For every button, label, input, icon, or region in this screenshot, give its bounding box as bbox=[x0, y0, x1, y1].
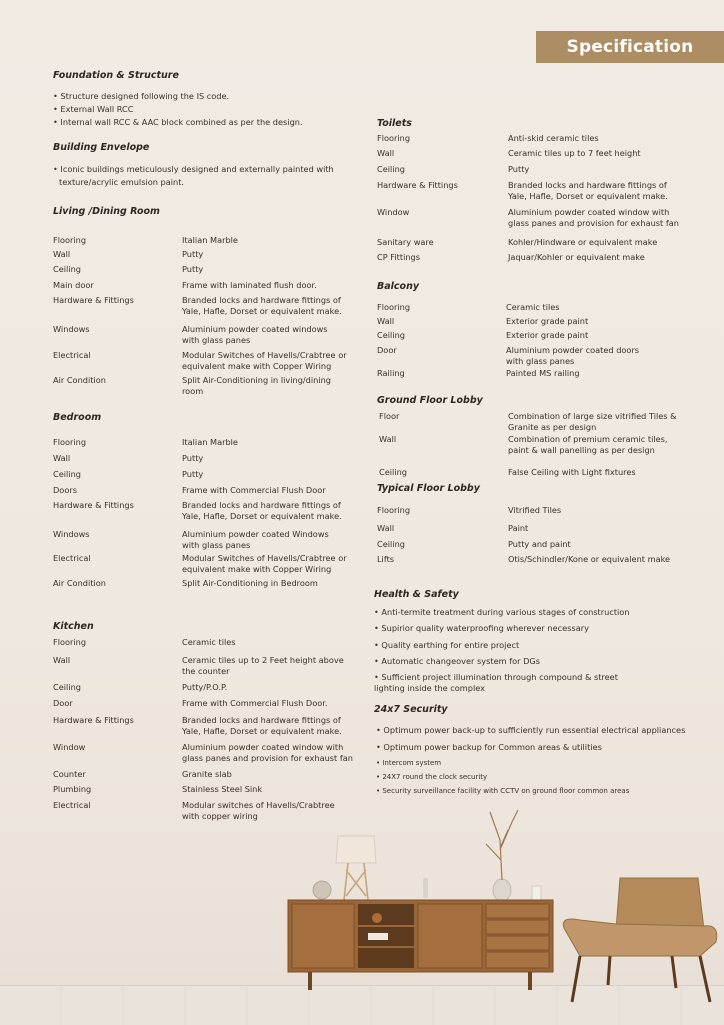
candle-icon bbox=[532, 886, 541, 900]
living-value: Modular Switches of Havells/Crabtree or equivalent make with Copper Wiring bbox=[182, 350, 347, 371]
typical-lobby-key: Lifts bbox=[377, 554, 395, 564]
kitchen-value: Stainless Steel Sink bbox=[182, 784, 263, 794]
balcony-value: Exterior grade paint bbox=[506, 316, 589, 326]
living-value: Putty bbox=[182, 249, 204, 259]
bedroom-title: Bedroom bbox=[53, 412, 102, 423]
living-key: Ceiling bbox=[53, 264, 81, 274]
vase-branches-icon bbox=[486, 810, 518, 901]
bedroom-value: Modular Switches of Havells/Crabtree or equivalent make with Copper Wiring bbox=[182, 553, 347, 574]
typical-lobby-title: Typical Floor Lobby bbox=[377, 483, 480, 494]
envelope-title: Building Envelope bbox=[53, 142, 150, 153]
kitchen-value: Branded locks and hardware fittings of Yale, Hafle, Dorset or equivalent make. bbox=[182, 715, 342, 736]
decor-ball-icon bbox=[313, 881, 331, 899]
ground-lobby-value: False Ceiling with Light fixtures bbox=[508, 467, 636, 477]
living-value: Branded locks and hardware fittings of Yale, Hafle, Dorset or equivalent make. bbox=[182, 295, 342, 316]
security-small-bullet: • Security surveillance facility with CCTV on ground floor common areas bbox=[376, 787, 630, 795]
envelope-bullet-cont: texture/acrylic emulsion paint. bbox=[59, 177, 185, 187]
toilets-value: Putty bbox=[508, 164, 530, 174]
foundation-bullet: • Structure designed following the IS code. bbox=[53, 91, 230, 101]
furniture-illustration bbox=[280, 800, 724, 1015]
health-bullet: • Supirior quality waterproofing wherever necessary bbox=[374, 623, 589, 633]
sideboard-icon bbox=[288, 900, 553, 990]
security-title: 24x7 Security bbox=[374, 704, 448, 715]
kitchen-value: Modular switches of Havells/Crabtree with copper wiring bbox=[182, 800, 335, 821]
living-value: Aluminium powder coated windows with glass panes bbox=[182, 324, 328, 345]
balcony-title: Balcony bbox=[377, 281, 420, 292]
typical-lobby-value: Vitrified Tiles bbox=[508, 505, 562, 515]
bedroom-value: Frame with Commercial Flush Door bbox=[182, 485, 326, 495]
kitchen-value: Granite slab bbox=[182, 769, 232, 779]
ground-lobby-value: Combination of premium ceramic tiles, paint & wall panelling as per design bbox=[508, 434, 668, 455]
bedroom-value: Putty bbox=[182, 453, 204, 463]
bedroom-value: Branded locks and hardware fittings of Yale, Hafle, Dorset or equivalent make. bbox=[182, 500, 342, 521]
kitchen-key: Flooring bbox=[53, 637, 87, 647]
bedroom-key: Electrical bbox=[53, 553, 91, 563]
health-bullet: • Anti-termite treatment during various stages of construction bbox=[374, 607, 630, 617]
balcony-value: Aluminium powder coated doors with glass panes bbox=[506, 345, 640, 366]
bedroom-key: Doors bbox=[53, 485, 77, 495]
kitchen-key: Hardware & Fittings bbox=[53, 715, 134, 725]
health-bullet: • Automatic changeover system for DGs bbox=[374, 656, 540, 666]
bedroom-value: Italian Marble bbox=[182, 437, 238, 447]
living-key: Flooring bbox=[53, 235, 87, 245]
envelope-bullet: • Iconic buildings meticulously designed and externally painted with bbox=[53, 164, 334, 174]
security-small-bullet: • 24X7 round the clock security bbox=[376, 773, 488, 781]
living-key: Hardware & Fittings bbox=[53, 295, 134, 305]
bedroom-value: Split Air-Conditioning in Bedroom bbox=[182, 578, 318, 588]
bedroom-key: Hardware & Fittings bbox=[53, 500, 134, 510]
health-bullet: • Sufficient project illumination through compound & street bbox=[374, 672, 618, 682]
health-bullet: • Quality earthing for entire project bbox=[374, 640, 520, 650]
balcony-value: Exterior grade paint bbox=[506, 330, 589, 340]
toilets-key: Wall bbox=[377, 148, 395, 158]
toilets-value: Jaquar/Kohler or equivalent make bbox=[508, 252, 645, 262]
living-key: Main door bbox=[53, 280, 94, 290]
bedroom-key: Air Condition bbox=[53, 578, 106, 588]
kitchen-value: Ceramic tiles bbox=[182, 637, 236, 647]
typical-lobby-value: Paint bbox=[508, 523, 529, 533]
toilets-value: Aluminium powder coated window with glass panes and provision for exhaust fan bbox=[508, 207, 679, 228]
security-bullet: • Optimum power backup for Common areas & utilities bbox=[376, 742, 602, 752]
toilets-value: Branded locks and hardware fittings of Yale, Hafle, Dorset or equivalent make. bbox=[508, 180, 668, 201]
balcony-key: Door bbox=[377, 345, 397, 355]
toilets-key: CP Fittings bbox=[377, 252, 420, 262]
bedroom-key: Windows bbox=[53, 529, 90, 539]
living-key: Air Condition bbox=[53, 375, 106, 385]
toilets-key: Flooring bbox=[377, 133, 411, 143]
armchair-icon bbox=[563, 878, 716, 1002]
typical-lobby-key: Flooring bbox=[377, 505, 411, 515]
ground-lobby-key: Ceiling bbox=[379, 467, 407, 477]
kitchen-value: Putty/P.O.P. bbox=[182, 682, 228, 692]
ground-lobby-title: Ground Floor Lobby bbox=[377, 395, 483, 406]
balcony-key: Ceiling bbox=[377, 330, 405, 340]
foundation-bullet: • External Wall RCC bbox=[53, 104, 134, 114]
living-title: Living /Dining Room bbox=[53, 206, 160, 217]
typical-lobby-key: Wall bbox=[377, 523, 395, 533]
kitchen-key: Wall bbox=[53, 655, 71, 665]
health-bullet-cont: lighting inside the complex bbox=[374, 683, 485, 693]
living-key: Wall bbox=[53, 249, 71, 259]
toilets-key: Sanitary ware bbox=[377, 237, 434, 247]
toilets-key: Ceiling bbox=[377, 164, 405, 174]
toilets-key: Window bbox=[377, 207, 410, 217]
toilets-value: Kohler/Hindware or equivalent make bbox=[508, 237, 658, 247]
balcony-key: Wall bbox=[377, 316, 395, 326]
balcony-key: Flooring bbox=[377, 302, 411, 312]
health-title: Health & Safety bbox=[374, 589, 459, 600]
foundation-bullet: • Internal wall RCC & AAC block combined as per the design. bbox=[53, 117, 303, 127]
bedroom-key: Flooring bbox=[53, 437, 87, 447]
ground-lobby-key: Floor bbox=[379, 411, 400, 421]
living-value: Putty bbox=[182, 264, 204, 274]
toilets-title: Toilets bbox=[377, 118, 412, 129]
balcony-value: Painted MS railing bbox=[506, 368, 580, 378]
toilets-value: Ceramic tiles up to 7 feet height bbox=[508, 148, 641, 158]
living-value: Split Air-Conditioning in living/dining room bbox=[182, 375, 331, 396]
kitchen-key: Ceiling bbox=[53, 682, 81, 692]
toilets-key: Hardware & Fittings bbox=[377, 180, 458, 190]
ground-lobby-value: Combination of large size vitrified Tiles & Granite as per design bbox=[508, 411, 677, 432]
kitchen-key: Electrical bbox=[53, 800, 91, 810]
typical-lobby-value: Otis/Schindler/Kone or equivalent make bbox=[508, 554, 671, 564]
figurine-icon bbox=[423, 878, 428, 898]
living-value: Italian Marble bbox=[182, 235, 238, 245]
kitchen-value: Frame with Commercial Flush Door. bbox=[182, 698, 328, 708]
living-key: Windows bbox=[53, 324, 90, 334]
living-value: Frame with laminated flush door. bbox=[182, 280, 317, 290]
kitchen-key: Door bbox=[53, 698, 73, 708]
living-key: Electrical bbox=[53, 350, 91, 360]
kitchen-key: Plumbing bbox=[53, 784, 92, 794]
bedroom-key: Ceiling bbox=[53, 469, 81, 479]
specification-badge: Specification bbox=[536, 31, 724, 63]
balcony-key: Railing bbox=[377, 368, 405, 378]
kitchen-title: Kitchen bbox=[53, 621, 94, 632]
ground-lobby-key: Wall bbox=[379, 434, 397, 444]
kitchen-key: Counter bbox=[53, 769, 86, 779]
foundation-title: Foundation & Structure bbox=[53, 70, 179, 81]
bedroom-value: Aluminium powder coated Windows with glass panes bbox=[182, 529, 329, 550]
toilets-value: Anti-skid ceramic tiles bbox=[508, 133, 599, 143]
security-small-bullet: • Intercom system bbox=[376, 759, 442, 767]
typical-lobby-value: Putty and paint bbox=[508, 539, 571, 549]
kitchen-value: Ceramic tiles up to 2 Feet height above the counter bbox=[182, 655, 344, 676]
kitchen-value: Aluminium powder coated window with glass panes and provision for exhaust fan bbox=[182, 742, 353, 763]
bedroom-key: Wall bbox=[53, 453, 71, 463]
balcony-value: Ceramic tiles bbox=[506, 302, 560, 312]
typical-lobby-key: Ceiling bbox=[377, 539, 405, 549]
table-lamp-icon bbox=[336, 836, 376, 900]
security-bullet: • Optimum power back-up to sufficiently run essential electrical appliances bbox=[376, 725, 686, 735]
kitchen-key: Window bbox=[53, 742, 86, 752]
bedroom-value: Putty bbox=[182, 469, 204, 479]
